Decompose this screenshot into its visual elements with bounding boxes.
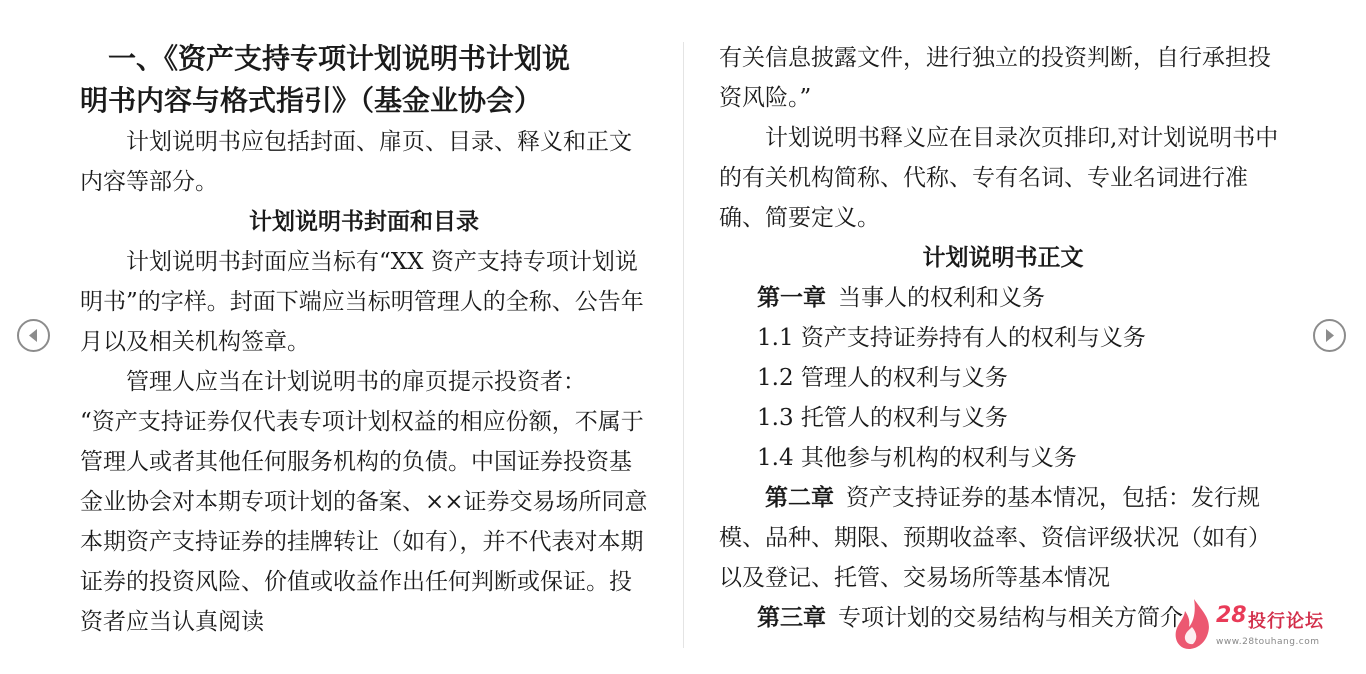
- prev-page-button[interactable]: [17, 319, 50, 352]
- paragraph-flyleaf-quote: “资产支持证券仅代表专项计划权益的相应份额，不属于管理人或者其他任何服务机构的负债。中国证券投资基金业协会对本期专项计划的备案、××证券交易场所同意本期资产支持证券的挂牌转让（如有），并不代表对本期证券的投资风险、价值或收益作出任何判断或保证。投资者应当认真阅读: [80, 409, 648, 635]
- chapter-1-title: 当事人的权利和义务: [838, 285, 1045, 311]
- chapter-1: [719, 278, 1287, 318]
- watermark-number: 28: [1216, 603, 1247, 628]
- list-item: 1.2 管理人的权利与义务: [757, 365, 1008, 391]
- chapter-3-title: 专项计划的交易结构与相关方简介: [838, 605, 1183, 631]
- watermark-url: www.28touhang.com: [1216, 637, 1320, 647]
- chapter-2-label: 第二章: [765, 484, 834, 511]
- list-item: 1.3 托管人的权利与义务: [757, 405, 1008, 431]
- watermark: [1172, 597, 1352, 653]
- paragraph-contents: 计划说明书应包括封面、扉页、目录、释义和正文内容等部分。: [80, 129, 632, 195]
- paragraph-flyleaf-intro: 管理人应当在计划说明书的扉页提示投资者：: [126, 369, 586, 395]
- next-page-button[interactable]: [1313, 319, 1346, 352]
- list-item: 1.4 其他参与机构的权利与义务: [757, 445, 1077, 471]
- chevron-left-icon: [19, 321, 48, 350]
- heading-line-2: 明书内容与格式指引》（基金业协会）: [80, 84, 543, 117]
- chapter-2-text: 资产支持证券的基本情况，包括：发行规模、品种、期限、预期收益率、资信评级状况（如有）以及登记、托管、交易场所等基本情况: [719, 485, 1271, 591]
- document-heading: [80, 38, 648, 122]
- paragraph-quote-continued: 有关信息披露文件，进行独立的投资判断，自行承担投资风险。”: [719, 45, 1271, 111]
- section-title-body: 计划说明书正文: [922, 244, 1084, 271]
- chapter-2: [719, 478, 1287, 598]
- watermark-name: 投行论坛: [1248, 611, 1324, 632]
- flame-logo-icon: [1172, 597, 1214, 651]
- chevron-right-icon: [1315, 321, 1344, 350]
- paragraph-definitions: 计划说明书释义应在目录次页排印,对计划说明书中的有关机构简称、代称、专有名词、专业名词进行准确、简要定义。: [719, 125, 1279, 231]
- chapter-3-label: 第三章: [757, 604, 826, 631]
- list-item: 1.1 资产支持证券持有人的权利与义务: [757, 325, 1146, 351]
- section-title-cover: 计划说明书封面和目录: [249, 208, 479, 235]
- paragraph-cover: 计划说明书封面应当标有“XX 资产支持专项计划说明书”的字样。封面下端应当标明管理人的全称、公告年月以及相关机构签章。: [80, 249, 644, 355]
- left-page: [80, 38, 648, 642]
- chapter-1-label: 第一章: [757, 284, 826, 311]
- heading-line-1: 一、《资产支持专项计划说明书计划说: [80, 42, 571, 75]
- right-page: [719, 38, 1287, 638]
- page-divider: [683, 42, 684, 648]
